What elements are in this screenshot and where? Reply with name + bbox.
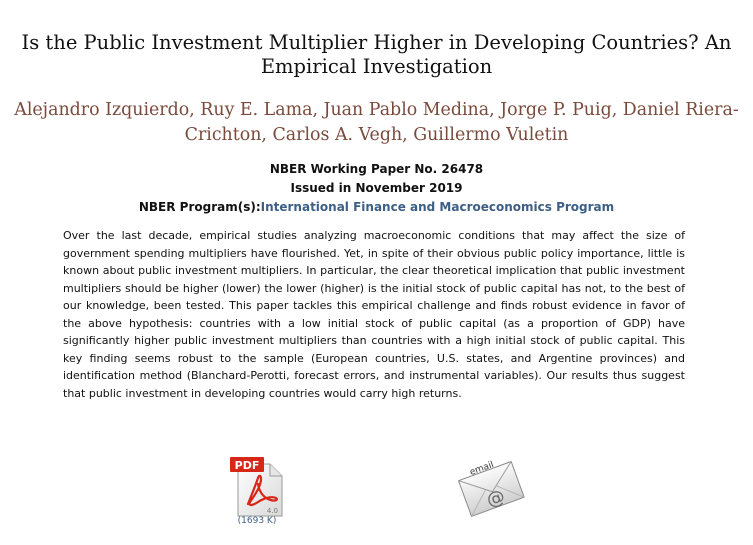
- pdf-badge-text: PDF: [234, 459, 260, 472]
- issue-date: Issued in November 2019: [290, 181, 463, 195]
- email-label-text: email: [468, 460, 496, 478]
- pdf-download-link[interactable]: [222, 456, 292, 534]
- paper-title: Is the Public Investment Multiplier Higher in Developing Countries? An Empirical Investigation: [21, 31, 732, 78]
- program-line: [0, 198, 753, 217]
- pdf-file-icon: [230, 456, 285, 518]
- email-link[interactable]: [455, 452, 527, 520]
- pdf-file-size: (1693 K): [237, 516, 277, 526]
- working-paper-number: NBER Working Paper No. 26478: [269, 162, 484, 176]
- paper-authors: Alejandro Izquierdo, Ruy E. Lama, Juan Pablo Medina, Jorge P. Puig, Daniel Riera-Crichton, Carlos A. Vegh, Guillermo Vuletin: [14, 100, 739, 145]
- at-symbol-text: @: [483, 485, 508, 512]
- program-label: NBER Program(s):: [138, 200, 261, 214]
- pdf-version-text: 4.0: [266, 507, 278, 515]
- paper-abstract: Over the last decade, empirical studies analyzing macroeconomic conditions that may affect the size of government spending multipliers have flourished. Yet, in spite of their obvious public policy importance, little is known about public investment multipliers. In particular, the clear theoretical implication that public investment multipliers should be higher (lower) the lower (higher) is the initial stock of public capital has not, to the best of our knowledge, been tested. This paper tackles this empirical challenge and finds robust evidence in favor of the above hypothesis: countries with a low initial stock of public capital (as a proportion of GDP) have significantly higher public investment multipliers than countries with a high initial stock of public capital. This key finding seems robust to the sample (European countries, U.S. states, and Argentine provinces) and identification method (Blanchard-Perotti, forecast errors, and instrumental variables). Our results thus suggest that public investment in developing countries would carry high returns.: [63, 229, 685, 400]
- email-envelope-icon: [455, 452, 527, 520]
- program-link[interactable]: International Finance and Macroeconomics Program: [260, 200, 615, 214]
- paper-meta: [0, 160, 753, 217]
